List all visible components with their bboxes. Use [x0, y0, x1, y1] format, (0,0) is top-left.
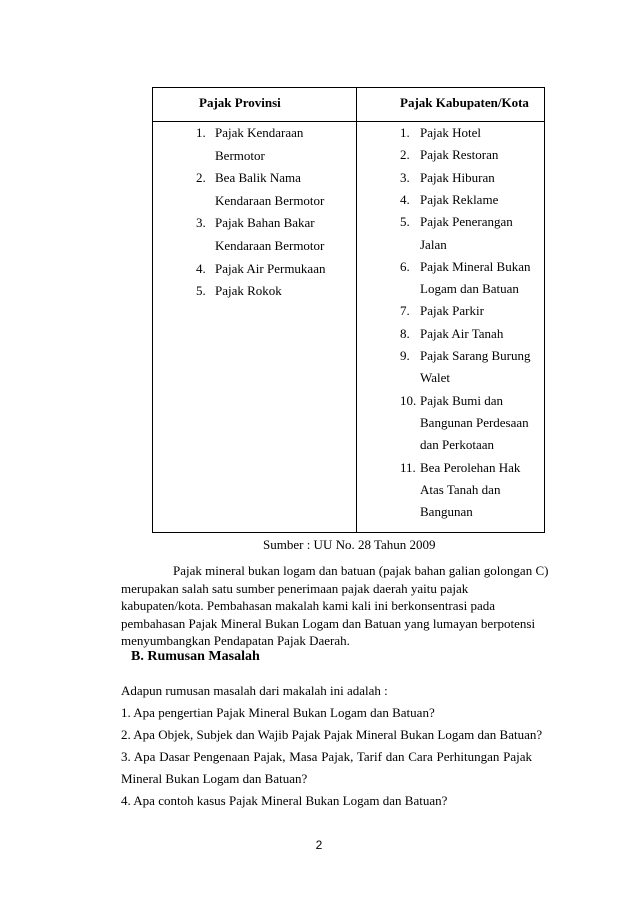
provinsi-item-number: 4.	[196, 260, 206, 276]
kabupaten-item-text: Pajak Penerangan	[420, 214, 513, 230]
paragraph-line: kabupaten/kota. Pembahasan makalah kami kali ini berkonsentrasi pada	[121, 598, 495, 613]
kabupaten-item-text: Walet	[420, 370, 450, 386]
header-pajak-provinsi: Pajak Provinsi	[199, 95, 281, 110]
question-4: 4. Apa contoh kasus Pajak Mineral Bukan Logam dan Batuan?	[121, 793, 448, 808]
paragraph-line: Pajak mineral bukan logam dan batuan (pajak bahan galian golongan C)	[173, 563, 549, 578]
kabupaten-item-text: Bea Perolehan Hak	[420, 459, 521, 475]
kabupaten-item-text: Pajak Restoran	[420, 147, 499, 163]
kabupaten-item-text: Pajak Parkir	[420, 303, 484, 319]
provinsi-item-text: Pajak Bahan Bakar	[215, 215, 315, 231]
kabupaten-item-number: 10.	[400, 392, 417, 408]
kabupaten-item-text: Pajak Reklame	[420, 191, 499, 207]
paragraph-line: merupakan salah satu sumber penerimaan pajak daerah yaitu pajak	[121, 580, 469, 596]
question-2: 2. Apa Objek, Subjek dan Wajib Pajak Pajak Mineral Bukan Logam dan Batuan?	[121, 727, 543, 742]
provinsi-item-number: 5.	[196, 283, 206, 299]
kabupaten-item-number: 11.	[400, 459, 416, 475]
header-pajak-kabupaten-kota: Pajak Kabupaten/Kota	[400, 95, 529, 110]
kabupaten-item-number: 9.	[400, 348, 410, 363]
kabupaten-item-text: Pajak Mineral Bukan	[420, 258, 531, 274]
kabupaten-item-number: 6.	[400, 258, 410, 274]
paragraph-line: pembahasan Pajak Mineral Bukan Logam dan Batuan yang lumayan berpotensi	[121, 615, 536, 631]
kabupaten-item-text: Pajak Hiburan	[420, 169, 495, 185]
section-title: B. Rumusan Masalah	[131, 649, 260, 664]
kabupaten-item-text: Pajak Bumi dan	[420, 392, 504, 408]
provinsi-item-number: 1.	[196, 125, 206, 140]
kabupaten-item-text: Bangunan	[420, 504, 473, 520]
kabupaten-item-number: 3.	[400, 169, 410, 185]
question-3: 3. Apa Dasar Pengenaan Pajak, Masa Pajak, Tarif dan Cara Perhitungan Pajak	[121, 749, 532, 764]
kabupaten-item-number: 2.	[400, 147, 410, 163]
question-3-continued: Mineral Bukan Logam dan Batuan?	[121, 771, 308, 786]
kabupaten-item-number: 1.	[400, 125, 410, 140]
intro-text: Adapun rumusan masalah dari makalah ini adalah :	[121, 683, 388, 698]
provinsi-item-text: Pajak Rokok	[215, 283, 282, 299]
provinsi-item-text: Kendaraan Bermotor	[215, 238, 325, 253]
provinsi-item-text: Pajak Air Permukaan	[215, 260, 326, 276]
provinsi-item-text: Pajak Kendaraan	[215, 125, 304, 140]
kabupaten-item-text: Pajak Air Tanah	[420, 325, 504, 341]
kabupaten-item-number: 8.	[400, 325, 410, 341]
kabupaten-item-text: Logam dan Batuan	[420, 281, 519, 297]
question-1: 1. Apa pengertian Pajak Mineral Bukan Logam dan Batuan?	[121, 705, 435, 720]
kabupaten-item-number: 5.	[400, 214, 410, 230]
kabupaten-item-text: Pajak Sarang Burung	[420, 348, 531, 363]
table-column-divider	[356, 87, 357, 533]
table-header-divider	[152, 121, 545, 122]
kabupaten-item-text: Pajak Hotel	[420, 125, 482, 140]
provinsi-item-text: Kendaraan Bermotor	[215, 192, 325, 208]
table-source: Sumber : UU No. 28 Tahun 2009	[263, 537, 436, 552]
paragraph-line: menyumbangkan Pendapatan Pajak Daerah.	[121, 633, 350, 648]
kabupaten-item-text: Atas Tanah dan	[420, 481, 501, 497]
kabupaten-item-number: 4.	[400, 191, 410, 207]
page-number: 2	[315, 838, 323, 852]
kabupaten-item-text: dan Perkotaan	[420, 437, 495, 453]
kabupaten-item-text: Jalan	[420, 236, 447, 252]
kabupaten-item-text: Bangunan Perdesaan	[420, 414, 529, 430]
provinsi-item-text: Bermotor	[215, 147, 265, 163]
provinsi-item-number: 2.	[196, 170, 206, 186]
kabupaten-item-number: 7.	[400, 303, 410, 319]
provinsi-item-text: Bea Balik Nama	[215, 170, 301, 186]
body-paragraph	[121, 562, 549, 650]
provinsi-item-number: 3.	[196, 215, 206, 231]
